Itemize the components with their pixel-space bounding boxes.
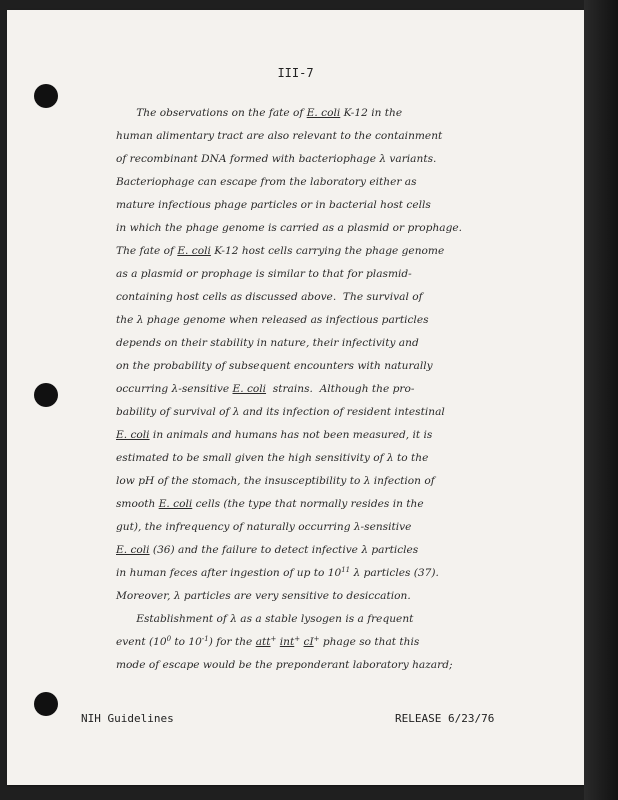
text-run: (36) and the failure to detect infective λ particles bbox=[149, 544, 419, 556]
text-run: bability of survival of λ and its infection of resident intestinal bbox=[116, 406, 445, 418]
text-run: in which the phage genome is carried as a plasmid or prophage. bbox=[116, 222, 463, 234]
text-line bbox=[116, 286, 423, 309]
text-run: mature infectious phage particles or in bacterial host cells bbox=[116, 199, 431, 211]
underlined-term: E. coli bbox=[116, 544, 150, 556]
text-line bbox=[116, 309, 429, 332]
superscript: + bbox=[294, 635, 301, 643]
superscript: + bbox=[313, 635, 320, 643]
text-line bbox=[116, 217, 462, 240]
text-line bbox=[116, 608, 413, 631]
underlined-term: E. coli bbox=[232, 383, 267, 395]
underlined-term: E. coli bbox=[158, 498, 193, 510]
text-line bbox=[116, 171, 417, 194]
underlined-term: att bbox=[255, 636, 271, 648]
text-run: Bacteriophage can escape from the laboratory either as bbox=[116, 176, 417, 188]
text-line bbox=[116, 562, 439, 585]
text-run: on the probability of subsequent encounters with naturally bbox=[116, 360, 433, 372]
text-run: low pH of the stomach, the insusceptibility to λ infection of bbox=[116, 475, 435, 487]
text-run: ) for the bbox=[208, 636, 256, 648]
text-line bbox=[116, 263, 412, 286]
text-run: occurring λ-sensitive bbox=[116, 383, 233, 395]
document-page bbox=[7, 10, 584, 785]
text-run: the λ phage genome when released as infectious particles bbox=[116, 314, 429, 326]
footer-left: NIH Guidelines bbox=[81, 712, 174, 725]
text-run: depends on their stability in nature, their infectivity and bbox=[116, 337, 419, 349]
punch-hole bbox=[34, 383, 58, 407]
superscript: -1 bbox=[201, 635, 209, 643]
text-run: strains. Although the pro- bbox=[266, 383, 415, 395]
superscript: 0 bbox=[166, 635, 172, 643]
text-line bbox=[116, 654, 453, 677]
punch-hole bbox=[34, 692, 58, 716]
text-line bbox=[116, 240, 444, 263]
binder-edge bbox=[584, 0, 618, 800]
text-line bbox=[116, 332, 419, 355]
text-run: containing host cells as discussed above. The survival of bbox=[116, 291, 423, 303]
text-line bbox=[116, 355, 433, 378]
text-line bbox=[116, 447, 428, 470]
page-number: III-7 bbox=[277, 66, 314, 80]
text-line bbox=[116, 585, 411, 608]
text-run: The observations on the fate of bbox=[116, 107, 307, 119]
text-run: K-12 host cells carrying the phage genome bbox=[210, 245, 445, 257]
text-run: to 10 bbox=[171, 636, 202, 648]
text-line bbox=[116, 125, 442, 148]
text-run: λ particles (37). bbox=[350, 567, 439, 579]
text-line bbox=[116, 516, 411, 539]
text-line bbox=[116, 401, 445, 424]
text-run: event (10 bbox=[116, 636, 167, 648]
text-run: human alimentary tract are also relevant to the containment bbox=[116, 130, 443, 142]
text-run: of recombinant DNA formed with bacteriophage λ variants. bbox=[116, 153, 437, 165]
text-line bbox=[116, 493, 424, 516]
text-run: Establishment of λ as a stable lysogen is a frequent bbox=[116, 613, 414, 625]
text-run: as a plasmid or prophage is similar to that for plasmid- bbox=[116, 268, 412, 280]
text-line bbox=[116, 102, 402, 125]
text-line bbox=[116, 470, 435, 493]
text-line bbox=[116, 424, 432, 447]
text-line bbox=[116, 631, 419, 654]
underlined-term: E. coli bbox=[116, 429, 150, 441]
text-line bbox=[116, 148, 436, 171]
text-line bbox=[116, 539, 418, 562]
text-run: cells (the type that normally resides in the bbox=[192, 498, 424, 510]
text-run: Moreover, λ particles are very sensitive to desiccation. bbox=[116, 590, 411, 602]
underlined-term: cI bbox=[303, 636, 314, 648]
text-run: in animals and humans has not been measured, it is bbox=[149, 429, 433, 441]
text-line bbox=[116, 194, 431, 217]
underlined-term: E. coli bbox=[177, 245, 211, 257]
underlined-term: E. coli bbox=[306, 107, 341, 119]
text-run: in human feces after ingestion of up to 10 bbox=[116, 567, 342, 579]
text-run: mode of escape would be the preponderant laboratory hazard; bbox=[116, 659, 453, 671]
text-run: smooth bbox=[116, 498, 159, 510]
text-run: estimated to be small given the high sensitivity of λ to the bbox=[116, 452, 429, 464]
text-run: The fate of bbox=[116, 245, 178, 257]
punch-hole bbox=[34, 84, 58, 108]
underlined-term: int bbox=[279, 636, 295, 648]
text-line bbox=[116, 378, 414, 401]
superscript: 11 bbox=[341, 566, 351, 574]
text-run: gut), the infrequency of naturally occurring λ-sensitive bbox=[116, 521, 412, 533]
text-run: K-12 in the bbox=[340, 107, 403, 119]
footer-right: RELEASE 6/23/76 bbox=[395, 712, 495, 725]
superscript: + bbox=[270, 635, 277, 643]
text-run: phage so that this bbox=[319, 636, 420, 648]
